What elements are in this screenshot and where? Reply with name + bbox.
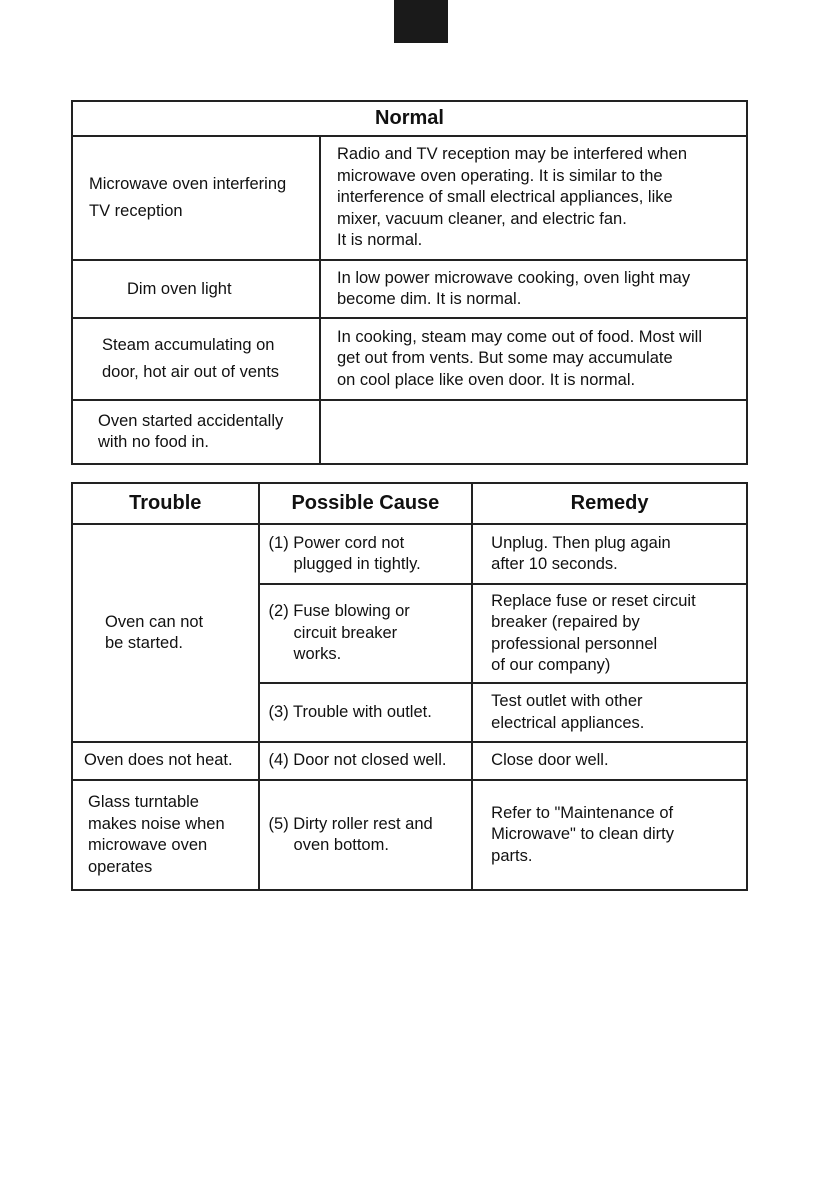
normal-explanation-cell <box>320 260 747 318</box>
normal-condition-text: Dim oven light <box>127 279 232 298</box>
normal-condition-cell <box>72 400 320 464</box>
cause-text: (5) Dirty roller rest and <box>268 814 433 833</box>
table-row <box>72 524 747 584</box>
normal-explanation-text: In low power microwave cooking, oven light may become dim. It is normal. <box>337 268 691 308</box>
cause-cell <box>259 584 473 683</box>
trouble-text: Glass turntable makes noise when microwave oven operates <box>88 793 225 876</box>
trouble-column-header: Trouble <box>72 483 259 524</box>
normal-condition-cell <box>72 318 320 400</box>
table-row <box>72 742 747 780</box>
trouble-text: Oven does not heat. <box>84 751 233 770</box>
normal-condition-cell <box>72 260 320 318</box>
normal-condition-text: Microwave oven interfering TV reception <box>89 175 287 220</box>
normal-condition-text: Steam accumulating on door, hot air out of vents <box>102 336 280 381</box>
cause-cell <box>259 524 473 584</box>
normal-explanation-cell <box>320 318 747 400</box>
table-row <box>72 400 747 464</box>
trouble-text: Oven can not be started. <box>105 612 204 652</box>
table-row <box>72 260 747 318</box>
table-row <box>72 136 747 260</box>
remedy-cell <box>472 584 747 683</box>
normal-condition-cell <box>72 136 320 260</box>
cause-text: (1) Power cord not <box>268 533 405 552</box>
remedy-cell <box>472 683 747 742</box>
remedy-text: Close door well. <box>491 751 609 770</box>
cause-text: (4) Door not closed well. <box>268 751 447 770</box>
table-row <box>72 318 747 400</box>
remedy-text: Test outlet with other electrical appliances. <box>491 692 645 732</box>
cause-text-continued: plugged in tightly. <box>293 555 421 573</box>
trouble-header-row <box>72 483 747 524</box>
cause-text-continued: oven bottom. <box>293 836 389 854</box>
normal-explanation-cell <box>320 400 747 464</box>
trouble-cell <box>72 780 259 890</box>
cause-column-header: Possible Cause <box>259 483 473 524</box>
normal-condition-text: Oven started accidentally with no food in. <box>98 411 284 451</box>
remedy-cell <box>472 524 747 584</box>
normal-header-row <box>72 101 747 136</box>
cause-cell <box>259 780 473 890</box>
normal-explanation-text: Radio and TV reception may be interfered when microwave oven operating. It is similar to the interference of small electrical appliances, like mixer, vacuum cleaner, and electric fan. It is normal. <box>337 145 688 250</box>
page-tab-marker <box>394 0 448 43</box>
remedy-text: Replace fuse or reset circuit breaker (repaired by professional personnel of our company) <box>491 591 696 674</box>
normal-explanation-cell <box>320 136 747 260</box>
table-row <box>72 780 747 890</box>
normal-header: Normal <box>72 101 747 136</box>
cause-cell <box>259 683 473 742</box>
normal-conditions-table <box>71 100 748 465</box>
cause-text: (2) Fuse blowing or <box>268 602 410 621</box>
remedy-text: Refer to "Maintenance of Microwave" to clean dirty parts. <box>491 803 675 865</box>
remedy-cell <box>472 780 747 890</box>
trouble-cell <box>72 524 259 742</box>
normal-explanation-text: In cooking, steam may come out of food. Most will get out from vents. But some may accumulate on cool place like oven door. It is normal. <box>337 327 702 389</box>
remedy-text: Unplug. Then plug again after 10 seconds. <box>491 533 671 573</box>
remedy-cell <box>472 742 747 780</box>
troubleshooting-table <box>71 482 748 891</box>
trouble-cell <box>72 742 259 780</box>
cause-text: (3) Trouble with outlet. <box>268 702 432 721</box>
remedy-column-header: Remedy <box>472 483 747 524</box>
cause-text-continued: circuit breaker works. <box>293 623 398 664</box>
cause-cell <box>259 742 473 780</box>
